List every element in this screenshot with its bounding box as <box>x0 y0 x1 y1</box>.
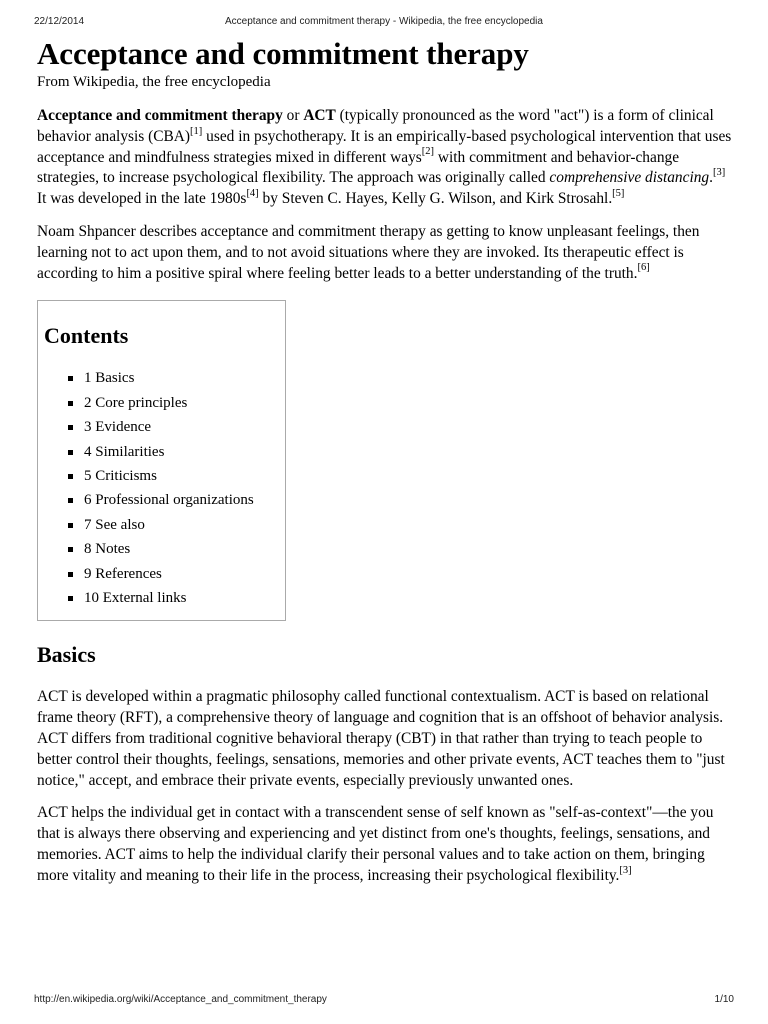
toc-item-label: 2 Core principles <box>84 394 188 411</box>
toc-item-label: 1 Basics <box>84 370 135 387</box>
bullet-icon <box>68 572 73 577</box>
page-title: Acceptance and commitment therapy <box>37 36 529 71</box>
bullet-icon <box>68 376 73 381</box>
bullet-icon <box>68 401 73 406</box>
reference-link-5[interactable]: [5] <box>612 188 625 200</box>
reference-link-3[interactable]: [3] <box>713 167 726 179</box>
basics-paragraph-1: ACT is developed within a pragmatic philosophy called functional contextualism. ACT is based on relational frame theory (RFT), a comprehensive theory of language and cognition that is an offshoot of behavior analysis. ACT differs from traditional cognitive behavioral therapy (CBT) in that rather than trying to teach people to better control their thoughts, feelings, sensations, memories and other private events, ACT teaches them to "just notice," accept, and embrace their private events, especially previously unwanted ones. <box>37 688 725 789</box>
reference-link-6[interactable]: [6] <box>637 262 650 274</box>
article-content <box>37 36 737 899</box>
term-bold: Acceptance and commitment therapy <box>37 107 283 124</box>
reference-link-1[interactable]: [1] <box>190 125 203 137</box>
basics-paragraph-2 <box>37 803 737 886</box>
print-url: http://en.wikipedia.org/wiki/Acceptance_and_commitment_therapy <box>34 994 327 1005</box>
toc-item-label: 9 References <box>84 565 162 582</box>
toc-item-evidence[interactable] <box>44 415 285 439</box>
bullet-icon <box>68 450 73 455</box>
basics-p2-text: ACT helps the individual get in contact with a transcendent sense of self known as "self-as-context"—the you that is always there observing and experiencing and yet distinct from one's thoughts, feelings, sensations, and memories. ACT aims to help the individual clarify their personal values and to take action on them, bringing more vitality and meaning to their life in the process, increasing their psychological flexibility. <box>37 804 714 884</box>
print-date: 22/12/2014 <box>34 16 85 27</box>
toc-item-label: 7 See also <box>84 516 145 533</box>
toc-item-label: 6 Professional organizations <box>84 492 254 509</box>
toc-item-references[interactable] <box>44 562 285 586</box>
intro-p2-text: Noam Shpancer describes acceptance and commitment therapy as getting to know unpleasant feelings, then learning not to act upon them, and to not avoid situations where they are invoked. Its therapeutic effect is according to him a positive spiral where feeling better leads to a better understanding of the truth. <box>37 222 700 282</box>
intro-paragraph-1 <box>37 106 737 210</box>
print-header <box>0 16 768 30</box>
section-heading-basics: Basics <box>37 642 96 668</box>
intro-text-a: (typically pronounced as the word "act") is a form of clinical behavior analysis (CBA) <box>37 107 714 145</box>
bullet-icon <box>68 498 73 503</box>
toc-item-label: 10 External links <box>84 590 187 607</box>
intro-text-d: . <box>709 169 713 187</box>
table-of-contents <box>37 300 286 621</box>
toc-item-similarities[interactable] <box>44 440 285 464</box>
text-or: or <box>282 107 304 124</box>
reference-link-4[interactable]: [4] <box>246 188 259 200</box>
intro-text-e: It was developed in the late 1980s <box>37 190 247 208</box>
toc-item-core-principles[interactable] <box>44 391 285 415</box>
abbr-bold: ACT <box>303 107 336 124</box>
print-page-title: Acceptance and commitment therapy - Wikipedia, the free encyclopedia <box>225 16 543 27</box>
toc-item-notes[interactable] <box>44 537 285 561</box>
toc-item-label: 4 Similarities <box>84 443 165 460</box>
bullet-icon <box>68 425 73 430</box>
toc-title: Contents <box>44 323 129 349</box>
intro-paragraph-2 <box>37 222 737 284</box>
article-subtitle: From Wikipedia, the free encyclopedia <box>37 74 271 90</box>
intro-text-b: used in psychotherapy. It is an empirically-based psychological intervention that uses acceptance and mindfulness strategies mixed in different ways <box>37 127 732 166</box>
toc-item-see-also[interactable] <box>44 513 285 537</box>
toc-list <box>44 366 285 610</box>
toc-item-label: 3 Evidence <box>84 419 152 436</box>
bullet-icon <box>68 474 73 479</box>
reference-link-3b[interactable]: [3] <box>619 864 632 876</box>
toc-item-professional-organizations[interactable] <box>44 488 285 512</box>
toc-item-label: 8 Notes <box>84 541 131 558</box>
toc-item-label: 5 Criticisms <box>84 468 157 484</box>
reference-link-2[interactable]: [2] <box>421 146 435 158</box>
bullet-icon <box>68 596 73 601</box>
toc-item-external-links[interactable] <box>44 586 285 610</box>
page-number: 1/10 <box>714 994 734 1005</box>
bullet-icon <box>68 547 73 552</box>
toc-item-criticisms[interactable] <box>44 464 285 488</box>
bullet-icon <box>68 523 73 528</box>
print-footer <box>0 994 768 1008</box>
intro-text-c: with commitment and behavior-change strategies, to increase psychological flexibility. The approach was originally called <box>37 148 680 187</box>
italic-term: comprehensive distancing <box>549 169 710 187</box>
toc-item-basics[interactable] <box>44 366 285 390</box>
intro-text-f: by Steven C. Hayes, Kelly G. Wilson, and Kirk Strosahl. <box>258 190 613 208</box>
